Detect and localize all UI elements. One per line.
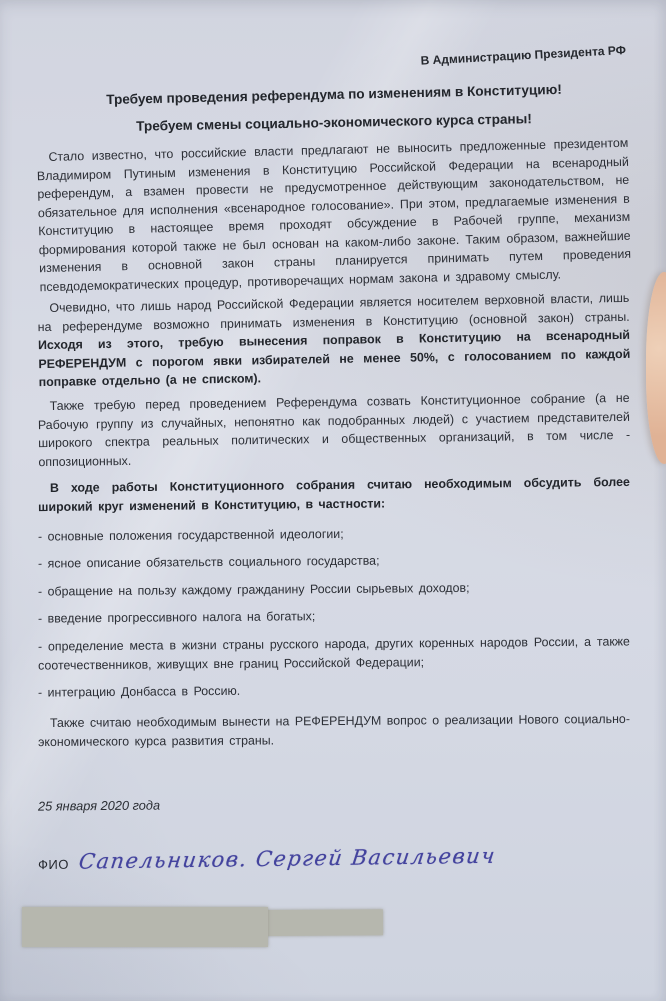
recipient-line: В Администрацию Президента РФ — [420, 42, 627, 68]
changes-list — [38, 525, 630, 700]
list-item-resource-income: - обращение на пользу каждому гражданину России сырьевых доходов; — [37, 580, 470, 599]
list-item-progressive-tax: - введение прогрессивного налога на богатых; — [37, 609, 316, 626]
finger-holding-paper — [646, 272, 666, 464]
list-item-donbass: - интеграцию Донбасса в Россию. — [37, 683, 241, 700]
paragraph-constitutional-assembly: Также требую перед проведением Референдума созвать Конституционное собрание (а не Рабочую группу из случайных, непонятно как подобранных людей) с участием представителей широкого спектра реальных политических и общественных организаций, в том числе - оппозиционных. — [37, 390, 631, 469]
paragraph-intro: Стало известно, что российские власти предлагают не выносить предложенные президентом Владимиром Путиным изменения в Конституцию Российской Федерации на всенародный референдум, а взамен провести не предусмотренное действующим законодательством, не обязательное для исполнения «всенародное голосование». При этом, предлагаемые изменения в Конституцию в настоящее время проходят обсуждение в Рабочей группе, механизм формирования которой также не был основан на каком-либо законе. Таким образом, важнейшие изменения в основной закон страны планируется принимать путем проведения псевдодемократических процедур, противоречащих нормам закона и здравому смыслу. — [36, 135, 632, 294]
date-line: 25 января 2020 года — [37, 797, 161, 814]
paragraph-referendum-demand-normal: Очевидно, что лишь народ Российской Федерации является носителем верховной власти, лишь на референдуме возможно принимать изменения в Конституцию (основной закон) страны. — [37, 290, 630, 334]
letter-title-2: Требуем смены социально-экономического курса страны! — [136, 111, 532, 134]
paragraph-referendum-demand — [37, 289, 631, 392]
list-item-ideology: - основные положения государственной идеологии; — [37, 526, 344, 544]
paragraph-discussion-heading: В ходе работы Конституционного собрания считаю необходимым обсудить более широкий круг изменений в Конституцию, в частности: — [38, 474, 630, 514]
fio-row — [38, 842, 630, 874]
letter-title-1: Требуем проведения референдума по изменениям в Конституцию! — [106, 81, 562, 108]
redacted-address-block-2 — [22, 907, 268, 947]
paragraph-new-course: Также считаю необходимым вынести на РЕФЕРЕНДУМ вопрос о реализации Нового социально-экономического курса развития страны. — [38, 711, 630, 749]
paragraph-referendum-demand-bold: Исходя из этого, требую вынесения поправок в Конституцию на всенародный РЕФЕРЕНДУМ с порогом явки избирателей не менее 50%, с голосованием по каждой поправке отдельно (а не списком). — [37, 327, 631, 390]
handwritten-signature-name: Сапельников. Сергей Васильевич — [77, 843, 498, 874]
list-item-russian-people: - определение места в жизни страны русского народа, других коренных народов России, а также соотечественников, живущих вне границ Российской Федерации; — [37, 633, 630, 672]
list-item-social-state: - ясное описание обязательств социального государства; — [37, 553, 380, 571]
fio-label: ФИО — [37, 856, 70, 873]
